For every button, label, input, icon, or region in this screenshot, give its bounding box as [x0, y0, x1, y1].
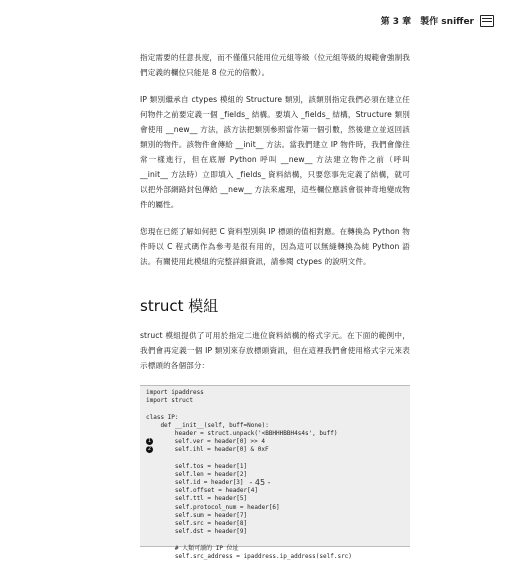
code-line — [146, 536, 404, 544]
code-line: self.src_address = ipaddress.ip_address(self.src) — [146, 552, 352, 560]
paragraph-2: IP 類別繼承自 ctypes 模組的 Structure 類別，該類別指定我們必須在建立任何物件之前要定義一個 _fields_ 結構。要填入 _fields_ 結構，Structure 類別會使用 __new__ 方法，該方法把類別參照當作第一個引數，然後建立並返回該類別的物件。該物件會傳給 __init__ 方法。當我們建立 IP 物件時，我們會像往常一樣進行，但在底層 Python 呼叫 __new__ 方法建立物件之前（呼叫 __init__ 方法時）立即填入 _fields_ 資料結構，只要您事先定義了結構，就可以把外部網路封包傳給 __new__ 方法來處理，這些欄位應該會很神奇地變成物件的屬性。 — [140, 95, 410, 209]
paragraph-3: 您現在已經了解如何把 C 資料型別與 IP 標頭的值相對應。在轉換為 Python 物件時以 C 程式碼作為參考是很有用的，因為這可以無縫轉換為純 Python 語法。有關使用此模組的完整詳細資訊，請參閱 ctypes 的說明文件。 — [140, 227, 410, 266]
code-line: self.src = header[8] — [146, 520, 248, 527]
callout-marker-icon: 1 — [147, 438, 152, 445]
paragraph-1: 指定需要的任意長度，而不僅僅只能用位元組等級（位元組等級的規範會強制我們定義的欄位只能是 8 位元的倍數）。 — [140, 53, 410, 77]
section-heading: struct 模組 — [140, 297, 219, 315]
code-text: self.ver = header[0] >> 4 — [153, 438, 265, 446]
running-header — [381, 14, 494, 27]
code-line: self.protocol_num = header[6] — [146, 503, 280, 511]
code-line — [146, 455, 404, 463]
code-line: class IP: — [146, 413, 179, 421]
code-line: self.sum = header[7] — [146, 511, 248, 519]
chapter-title: 第 3 章 製作 sniffer — [380, 17, 474, 27]
section-paragraph: struct 模組提供了可用於指定二進位資料結構的格式字元。在下面的範例中，我們會再定義一個 IP 類別來存放標頭資訊，但在這裡我們會使用格式字元來表示標頭的各個部分： — [140, 331, 410, 370]
code-line — [146, 446, 404, 454]
code-block — [140, 385, 410, 560]
code-line: self.dst = header[9] — [146, 528, 248, 536]
code-line: self.offset = header[4] — [146, 487, 258, 495]
callout-marker-icon: 2 — [147, 446, 152, 453]
book-icon — [480, 15, 494, 27]
code-line — [146, 405, 404, 413]
code-line: def __init__(self, buff=None): — [146, 421, 269, 429]
code-line: import struct — [146, 397, 193, 405]
code-line: self.tos = header[1] — [146, 462, 248, 470]
code-line: # 人類可讀的 IP 位址 — [146, 544, 239, 552]
code-text: self.ihl = header[0] & 0xF — [153, 446, 269, 454]
code-line — [146, 438, 404, 446]
code-line: self.id = header[3] — [146, 479, 244, 487]
code-line: self.len = header[2] — [146, 470, 248, 478]
page-content — [140, 50, 410, 560]
page-number: - 45 - — [249, 478, 271, 487]
code-line: header = struct.unpack('<BBHHHBBH4s4s', buff) — [146, 429, 338, 437]
code-line: import ipaddress — [146, 389, 204, 396]
code-line: self.ttl = header[5] — [146, 495, 248, 503]
